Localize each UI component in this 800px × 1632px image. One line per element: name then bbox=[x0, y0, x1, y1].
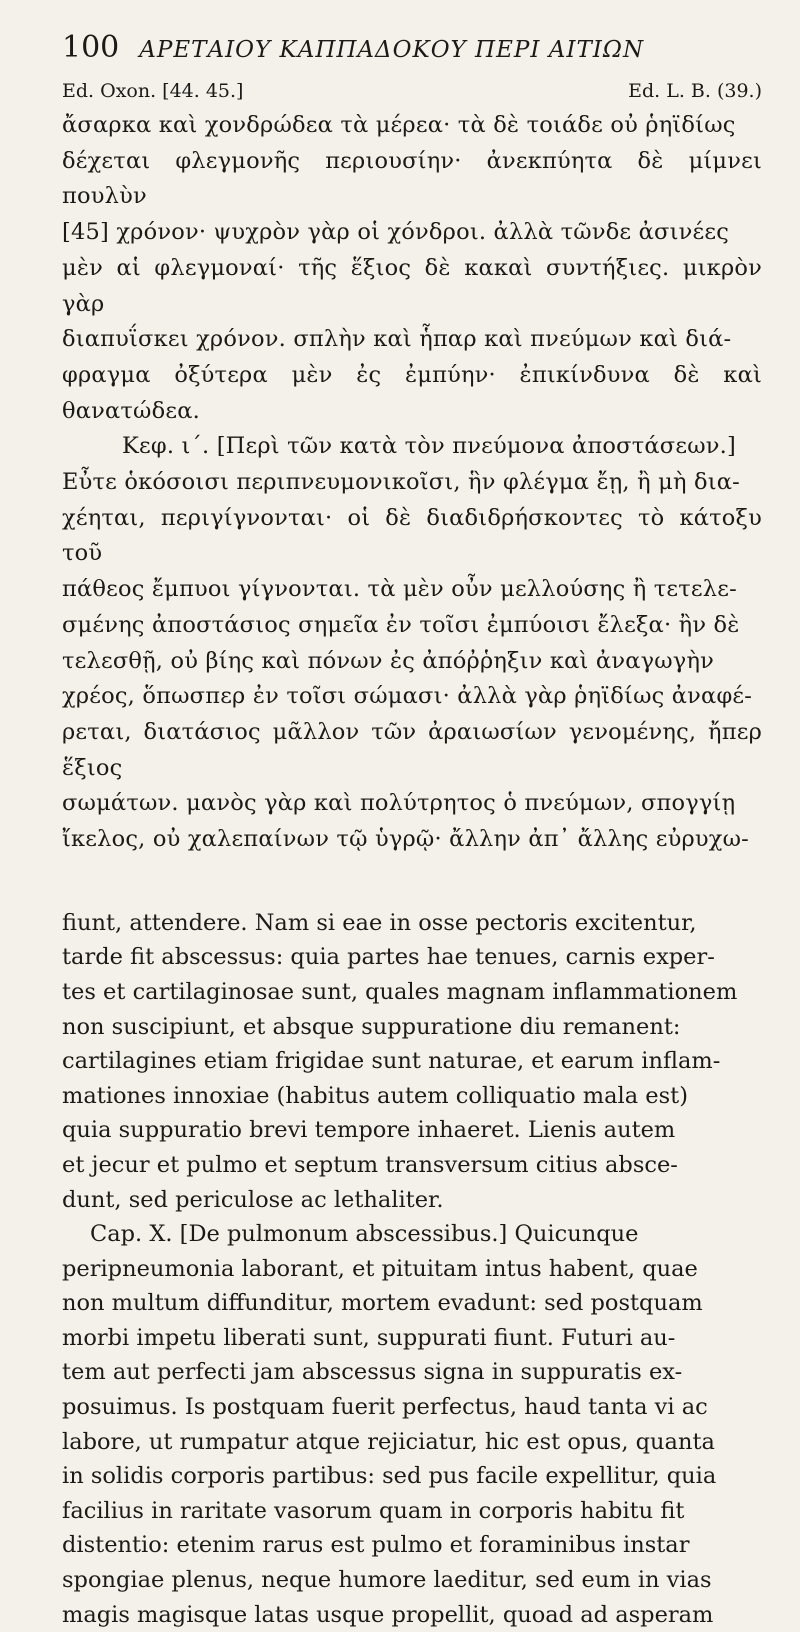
greek-line: μὲν αἱ φλεγμοναί· τῆς ἕξιος δὲ κακαὶ συντήξιες. μικρὸν γὰρ bbox=[62, 254, 762, 317]
running-title: ΑΡΕΤΑΙΟΥ ΚΑΠΠΑΔΟΚΟΥ ΠΕΡΙ ΑΙΤΙΩΝ bbox=[139, 37, 645, 63]
greek-line: ἴκελος, οὐ χαλεπαίνων τῷ ὑγρῷ· ἄλλην ἀπ᾽ ἄλλης εὐρυχω- bbox=[62, 826, 749, 853]
greek-line: πάθεος ἔμπυοι γίγνονται. τὰ μὲν οὖν μελλούσης ἢ τετελε- bbox=[62, 576, 737, 603]
latin-line: quia suppuratio brevi tempore inhaeret. Lienis autem bbox=[62, 1117, 676, 1144]
page-header bbox=[62, 30, 762, 74]
greek-line: σμένης ἀποστάσιος σημεῖα ἐν τοῖσι ἐμπύοισι ἔλεξα· ἢν δὲ bbox=[62, 611, 740, 638]
latin-line: non multum diffunditur, mortem evadunt: sed postquam bbox=[62, 1290, 703, 1317]
latin-translation-block bbox=[62, 906, 762, 1632]
greek-line: Εὖτε ὁκόσοισι περιπνευμονικοῖσι, ἣν φλέγμα ἔῃ, ἢ μὴ δια- bbox=[62, 469, 740, 496]
latin-line: facilius in raritate vasorum quam in corporis habitu fit bbox=[62, 1497, 685, 1524]
latin-line: spongiae plenus, neque humore laeditur, sed eum in vias bbox=[62, 1567, 712, 1594]
edition-references bbox=[62, 80, 762, 108]
latin-line: posuimus. Is postquam fuerit perfectus, haud tanta vi ac bbox=[62, 1394, 708, 1421]
latin-line: labore, ut rumpatur atque rejiciatur, hic est opus, quanta bbox=[62, 1428, 715, 1455]
latin-line: et jecur et pulmo et septum transversum citius absce- bbox=[62, 1151, 678, 1178]
page-number: 100 bbox=[62, 30, 120, 65]
greek-line: [45] χρόνον· ψυχρὸν γὰρ οἱ χόνδροι. ἀλλὰ τῶνδε ἀσινέες bbox=[62, 219, 730, 246]
latin-line: peripneumonia laborant, et pituitam intus habent, quae bbox=[62, 1255, 698, 1282]
latin-line: magis magisque latas usque propellit, quoad ad asperam bbox=[62, 1601, 714, 1628]
edition-leiden: Ed. L. B. (39.) bbox=[628, 80, 762, 102]
greek-line: ἄσαρκα καὶ χονδρώδεα τὰ μέρεα· τὰ δὲ τοιάδε οὐ ῥηϊδίως bbox=[62, 112, 736, 138]
latin-line: tarde fit abscessus: quia partes hae tenues, carnis exper- bbox=[62, 944, 715, 971]
latin-line: in solidis corporis partibus: sed pus facile expellitur, quia bbox=[62, 1463, 717, 1490]
greek-text-block bbox=[62, 108, 762, 858]
greek-line: διαπυΐσκει χρόνον. σπλὴν καὶ ἧπαρ καὶ πνεύμων καὶ διά- bbox=[62, 326, 732, 353]
greek-line: χέηται, περιγίγνονται· οἱ δὲ διαδιδρήσκοντες τὸ κάτοξυ τοῦ bbox=[62, 504, 762, 567]
greek-line: τελεσθῇ, οὐ βίης καὶ πόνων ἐς ἀπόῤῥηξιν καὶ ἀναγωγὴν bbox=[62, 647, 715, 674]
greek-line: ρεται, διατάσιος μᾶλλον τῶν ἀραιωσίων γενομένης, ἤπερ ἕξιος bbox=[62, 718, 762, 781]
greek-line: Κεφ. ι΄. [Περὶ τῶν κατὰ τὸν πνεύμονα ἀποστάσεων.] bbox=[122, 433, 736, 460]
latin-line: distentio: etenim rarus est pulmo et foraminibus instar bbox=[62, 1532, 690, 1559]
section-gap bbox=[62, 858, 762, 906]
latin-line: Cap. X. [De pulmonum abscessibus.] Quicunque bbox=[90, 1221, 639, 1248]
latin-line: mationes innoxiae (habitus autem colliquatio mala est) bbox=[62, 1082, 688, 1109]
greek-line: δέχεται φλεγμονῆς περιουσίην· ἀνεκπύητα δὲ μίμνει πουλὺν bbox=[62, 147, 762, 210]
greek-line: φραγμα ὀξύτερα μὲν ἐς ἐμπύην· ἐπικίνδυνα δὲ καὶ θανατώδεα. bbox=[62, 361, 762, 424]
latin-line: fiunt, attendere. Nam si eae in osse pectoris excitentur, bbox=[62, 909, 697, 936]
latin-line: dunt, sed periculose ac lethaliter. bbox=[62, 1186, 444, 1213]
latin-line: cartilagines etiam frigidae sunt naturae, et earum inflam- bbox=[62, 1048, 721, 1075]
latin-line: non suscipiunt, et absque suppuratione diu remanent: bbox=[62, 1013, 681, 1040]
greek-line: σωμάτων. μανὸς γὰρ καὶ πολύτρητος ὁ πνεύμων, σπογγίῃ bbox=[62, 790, 736, 817]
edition-oxford: Ed. Oxon. [44. 45.] bbox=[62, 80, 244, 102]
latin-line: tem aut perfecti jam abscessus signa in suppuratis ex- bbox=[62, 1359, 683, 1386]
greek-line: χρέος, ὅπωσπερ ἐν τοῖσι σώμασι· ἀλλὰ γὰρ ῥηϊδίως ἀναφέ- bbox=[62, 683, 753, 710]
latin-line: morbi impetu liberati sunt, suppurati fiunt. Futuri au- bbox=[62, 1324, 676, 1351]
latin-line: tes et cartilaginosae sunt, quales magnam inflammationem bbox=[62, 978, 738, 1005]
